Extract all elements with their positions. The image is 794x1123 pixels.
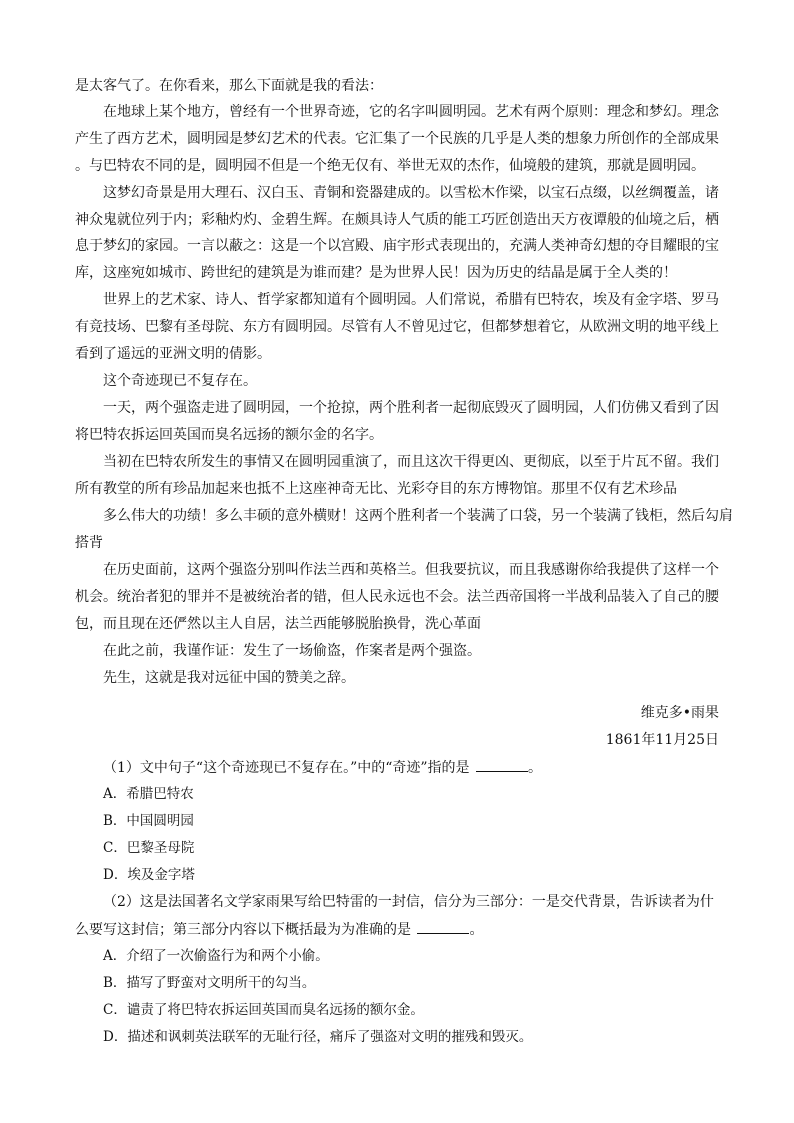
question-1-end: 。 (528, 760, 542, 776)
text-line: 是太客气了。在你看来，那么下面就是我的看法： (75, 78, 383, 94)
answer-blank[interactable] (476, 757, 528, 772)
question-2-option-b: B．描写了野蛮对文明所干的勾当。 (103, 975, 316, 991)
text-line: 先生，这就是我对远征中国的赞美之辞。 (103, 670, 355, 686)
text-line: 在此之前，我谨作证：发生了一场偷盗，作案者是两个强盗。 (103, 643, 481, 659)
question-2-end: 。 (469, 922, 484, 938)
text-line: 当初在巴特农所发生的事情又在圆明园重演了，而且这次干得更凶、更彻底，以至于片瓦不留。我们 (103, 454, 719, 470)
text-line: 。与巴特农不同的是，圆明园不但是一个绝无仅有、举世无双的杰作，仙境般的建筑，那就是圆明园。 (75, 158, 705, 174)
text-line: 将巴特农拆运回英国而臭名远扬的额尔金的名字。 (75, 427, 383, 443)
question-1-option-a: A．希腊巴特农 (103, 786, 194, 802)
text-line: 多么伟大的功绩！多么丰硕的意外横财！这两个胜利者一个装满了口袋，另一个装满了钱柜，然后勾肩 (103, 508, 733, 524)
text-line: 在历史面前，这两个强盗分别叫作法兰西和英格兰。但我要抗议，而且我感谢你给我提供了这样一个 (103, 562, 719, 578)
question-1 (103, 757, 542, 778)
text-line: 看到了遥远的亚洲文明的倩影。 (75, 346, 271, 362)
question-2-stem-line1: （2）这是法国著名文学家雨果写给巴特雷的一封信，信分为三部分：一是交代背景，告诉读者为什 (103, 894, 714, 910)
text-line: 息于梦幻的家园。一言以蔽之：这是一个以宫殿、庙宇形式表现出的，充满人类神奇幻想的夺目耀眼的宝 (75, 238, 719, 254)
text-line: 产生了西方艺术，圆明园是梦幻艺术的代表。它汇集了一个民族的几乎是人类的想象力所创作的全部成果 (75, 131, 719, 147)
signature-date: 1861年11月25日 (605, 732, 719, 748)
text-line: 这个奇迹现已不复存在。 (103, 373, 257, 389)
text-line: 这梦幻奇景是用大理石、汉白玉、青铜和瓷器建成的。以雪松木作梁，以宝石点缀，以丝绸覆盖，诸 (103, 185, 719, 201)
text-line: 库，这座宛如城市、跨世纪的建筑是为谁而建？是为世界人民！因为历史的结晶是属于全人类的！ (75, 265, 677, 281)
question-2-stem-line2 (75, 919, 483, 940)
text-line: 所有教堂的所有珍品加起来也抵不上这座神奇无比、光彩夺目的东方博物馆。那里不仅有艺术珍品 (75, 481, 677, 497)
text-line: 搭背 (75, 535, 103, 551)
question-1-option-d: D．埃及金字塔 (103, 867, 195, 883)
text-line: 世界上的艺术家、诗人、哲学家都知道有个圆明园。人们常说，希腊有巴特农，埃及有金字塔、罗马 (103, 292, 719, 308)
question-2-stem: 么要写这封信；第三部分内容以下概括最为为准确的是 (75, 922, 411, 938)
text-line: 有竞技场、巴黎有圣母院、东方有圆明园。尽管有人不曾见过它，但都梦想着它，从欧洲文明的地平线上 (75, 319, 719, 335)
text-line: 神众鬼就位列于内；彩釉灼灼、金碧生辉。在颇具诗人气质的能工巧匠创造出天方夜谭般的仙境之后，栖 (75, 212, 719, 228)
question-1-option-b: B．中国圆明园 (103, 813, 194, 829)
text-line: 在地球上某个地方，曾经有一个世界奇迹，它的名字叫圆明园。艺术有两个原则：理念和梦幻。理念 (103, 104, 719, 120)
text-line: 一天，两个强盗走进了圆明园，一个抢掠，两个胜利者一起彻底毁灭了圆明园，人们仿佛又看到了因 (103, 400, 719, 416)
question-2-option-d: D．描述和讽刺英法联军的无耻行径，痛斥了强盗对文明的摧残和毁灭。 (103, 1029, 533, 1045)
question-1-stem: （1）文中句子“这个奇迹现已不复存在。”中的“奇迹”指的是 (103, 760, 470, 776)
question-2-option-c: C．谴责了将巴特农拆运回英国而臭名远扬的额尔金。 (103, 1002, 424, 1018)
signature-author: 维克多•雨果 (640, 705, 719, 721)
answer-blank[interactable] (417, 919, 469, 934)
question-1-option-c: C．巴黎圣母院 (103, 840, 195, 856)
text-line: 机会。统治者犯的罪并不是被统治者的错，但人民永远也不会。法兰西帝国将一半战利品装入了自己的腰 (75, 589, 719, 605)
text-line: 包，而且现在还俨然以主人自居，法兰西能够脱胎换骨，洗心革面 (75, 616, 481, 632)
question-2-option-a: A．介绍了一次偷盗行为和两个小偷。 (103, 948, 329, 964)
